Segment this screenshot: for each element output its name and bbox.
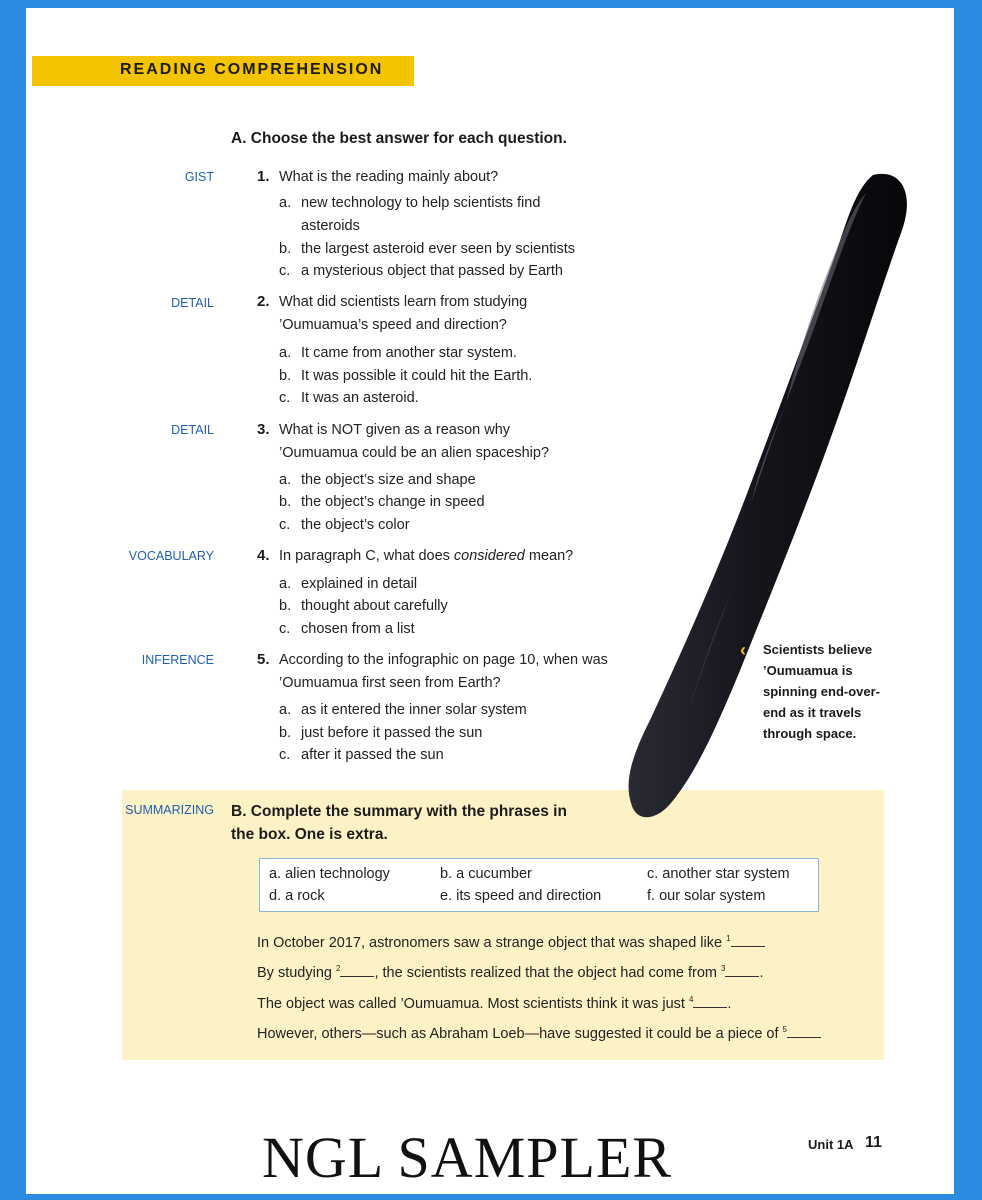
section-heading: READING COMPREHENSION [120, 61, 384, 78]
blank-field[interactable] [731, 935, 765, 947]
label-summarizing: SUMMARIZING [125, 803, 214, 817]
page-number: 11 [865, 1134, 882, 1151]
question-number: 3. [257, 421, 270, 438]
summary-line: However, others—such as Abraham Loeb—have suggested it could be a piece of $^5$ [257, 1025, 821, 1042]
answer-option[interactable]: a. It came from another star system. [279, 345, 517, 361]
phrase-option: c. another star system [647, 866, 790, 882]
label-vocabulary: VOCABULARY [128, 549, 214, 563]
question-number: 2. [257, 293, 270, 310]
phrase-option: f. our solar system [647, 888, 766, 904]
answer-option[interactable]: a. explained in detail [279, 576, 418, 592]
phrase-option: e. its speed and direction [440, 888, 602, 904]
unit-label: Unit 1A [808, 1137, 854, 1152]
sampler-watermark: NGL SAMPLER [262, 1125, 673, 1190]
question-text: What is NOT given as a reason why ’Oumuamua could be an alien spaceship? [279, 422, 550, 461]
question-text: In paragraph C, what does considered mean? [279, 548, 574, 564]
summary-line: The object was called ’Oumuamua. Most scientists think it was just $^4$ . [257, 995, 732, 1012]
answer-option[interactable]: b. thought about carefully [279, 598, 448, 614]
question-text: What did scientists learn from studying ’Oumuamua’s speed and direction? [279, 294, 528, 333]
answer-option[interactable]: a. as it entered the inner solar system [279, 702, 527, 718]
question-number: 5. [257, 651, 270, 668]
section-b-instructions: B. Complete the summary with the phrases in the box. One is extra. [231, 803, 567, 843]
answer-option[interactable]: a. the object’s size and shape [279, 472, 476, 488]
summary-line: By studying $^2$ , the scientists realized that the object had come from $^3$ . [257, 964, 764, 981]
phrase-option: a. alien technology [269, 866, 390, 882]
summary-line: In October 2017, astronomers saw a strange object that was shaped like $^1$ [257, 934, 765, 951]
label-detail: DETAIL [171, 296, 214, 310]
textbook-page [26, 8, 954, 1194]
phrase-option: d. a rock [269, 888, 325, 904]
answer-option-continued: asteroids [301, 218, 360, 234]
phrase-option: b. a cucumber [440, 866, 532, 882]
section-a-instructions: A. Choose the best answer for each question. [231, 130, 567, 147]
answer-option[interactable]: b. It was possible it could hit the Earth. [279, 368, 533, 384]
question-text: According to the infographic on page 10, when was ’Oumuamua first seen from Earth? [279, 652, 608, 691]
question-text: What is the reading mainly about? [279, 169, 499, 185]
phrase-box [259, 858, 819, 912]
blank-field[interactable] [725, 965, 759, 977]
answer-option[interactable]: b. the largest asteroid ever seen by scientists [279, 241, 576, 257]
blank-field[interactable] [340, 965, 374, 977]
answer-option[interactable]: c. It was an asteroid. [279, 390, 419, 406]
answer-option[interactable]: c. a mysterious object that passed by Earth [279, 263, 563, 279]
question-number: 1. [257, 168, 270, 185]
answer-option[interactable]: c. the object’s color [279, 517, 410, 533]
answer-option[interactable]: c. after it passed the sun [279, 747, 444, 763]
answer-option[interactable]: b. the object’s change in speed [279, 494, 485, 510]
blank-field[interactable] [787, 1026, 821, 1038]
blank-field[interactable] [693, 996, 727, 1008]
answer-option[interactable]: c. chosen from a list [279, 621, 415, 637]
image-caption: Scientists believe ’Oumuamua is spinning end-over-end as it travels through space. [763, 642, 880, 741]
answer-option[interactable]: b. just before it passed the sun [279, 725, 483, 741]
label-gist: GIST [184, 170, 214, 184]
label-detail: DETAIL [171, 423, 214, 437]
label-inference: INFERENCE [141, 653, 214, 667]
chevron-left-icon: ‹ [740, 640, 746, 660]
answer-option[interactable]: a. new technology to help scientists find [279, 195, 541, 211]
question-number: 4. [257, 547, 270, 564]
